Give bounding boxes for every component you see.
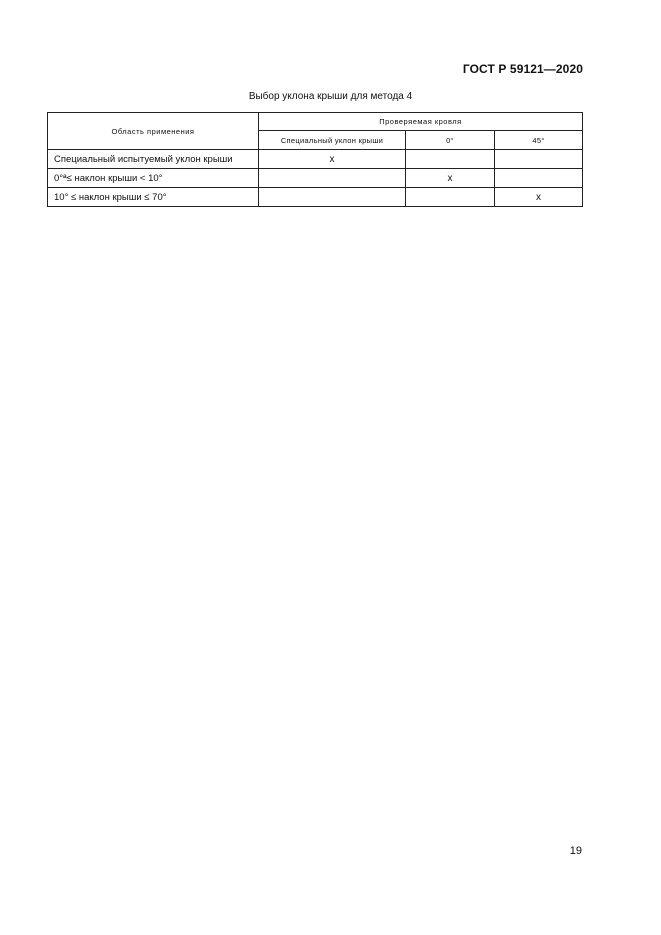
- forty-five-degree-column-header: 45°: [495, 131, 583, 150]
- row-label: Специальный испытуемый уклон крыши: [48, 150, 259, 169]
- scope-column-header: Область применения: [48, 113, 259, 150]
- table-cell: x: [259, 150, 406, 169]
- table-cell: [495, 150, 583, 169]
- zero-degree-column-header: 0°: [406, 131, 495, 150]
- table-cell: [406, 150, 495, 169]
- table-cell: [259, 188, 406, 207]
- row-label: 10° ≤ наклон крыши ≤ 70°: [48, 188, 259, 207]
- tested-roof-group-header: Проверяемая кровля: [259, 113, 583, 131]
- table-row: [48, 150, 583, 169]
- standard-code: ГОСТ Р 59121—2020: [462, 62, 583, 76]
- roof-slope-table: [47, 112, 583, 207]
- row-label: 0°ª≤ наклон крыши < 10°: [48, 169, 259, 188]
- table-row: [48, 188, 583, 207]
- table-cell: x: [406, 169, 495, 188]
- table-cell: [406, 188, 495, 207]
- table-cell: x: [495, 188, 583, 207]
- page-number: 19: [569, 845, 582, 857]
- table-cell: [259, 169, 406, 188]
- table-cell: [495, 169, 583, 188]
- table-caption: Выбор уклона крыши для метода 4: [248, 91, 413, 102]
- table-row: [48, 169, 583, 188]
- table-header-row: [48, 113, 583, 131]
- special-slope-column-header: Специальный уклон крыши: [259, 131, 406, 150]
